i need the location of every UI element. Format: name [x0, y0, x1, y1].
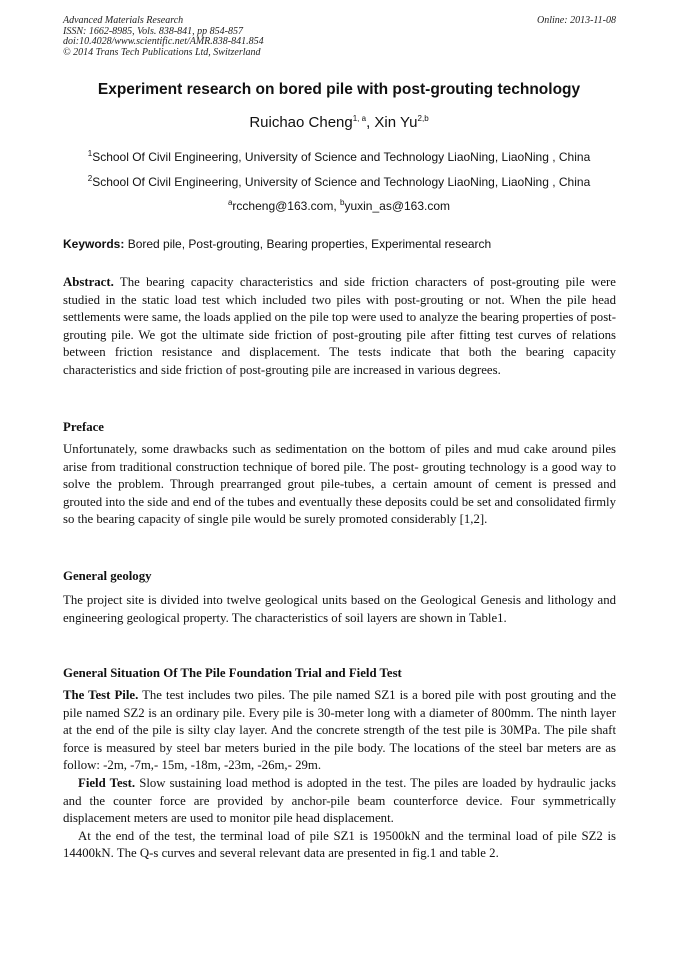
paper-title: Experiment research on bored pile with post-grouting technology	[97, 81, 581, 98]
abstract-text: The bearing capacity characteristics and side friction characters of post-grouting pile were studied in the static load test which included two piles with post-grouting or not. When the pile head settlements were same, the loads applied on the pile top were used to analyze the bearing properties of post-grouting pile. We got the ultimate side friction of post-grouting pile after fitting test curves of relations between friction resistance and displacement. The tests indicate that both the bearing capacity characteristics and side friction of post-grouting pile are increased in various degrees.	[63, 275, 616, 377]
author-line	[0, 114, 678, 131]
author-1-sup: 1, a	[352, 114, 367, 123]
affiliation-1-sup: 1	[87, 149, 93, 158]
email-b-sup: b	[340, 198, 345, 207]
email-a[interactable]: rccheng@163.com,	[232, 199, 337, 213]
keywords-label: Keywords:	[63, 237, 125, 251]
affiliation-2-sup: 2	[87, 174, 93, 183]
journal-header	[63, 16, 616, 58]
keywords	[63, 237, 616, 251]
field-test-text: Slow sustaining load method is adopted in the test. The piles are loaded by hydraulic jacks and the counter force are provided by anchor-pile beam counterforce device. Four symmetrically displacement meters are used to monitor pile head displacement.	[63, 775, 616, 826]
journal-name: Advanced Materials Research	[63, 15, 184, 26]
author-1: Ruichao Cheng	[249, 114, 353, 131]
abstract	[63, 274, 616, 380]
field-test-paragraph	[63, 775, 616, 828]
geology-paragraph: The project site is divided into twelve geological units based on the Geological Genesis and lithology and engineering geological property. The characteristics of soil layers are shown in Table1.	[63, 593, 616, 625]
test-pile-label: The Test Pile.	[63, 688, 139, 702]
affiliation-2	[0, 175, 678, 189]
author-2: Xin Yu	[374, 114, 418, 131]
affiliation-1-text: School Of Civil Engineering, University of Science and Technology LiaoNing, LiaoNing , China	[92, 150, 591, 164]
email-line	[0, 199, 678, 213]
keywords-text: Bored pile, Post-grouting, Bearing properties, Experimental research	[124, 237, 492, 251]
email-b[interactable]: yuxin_as@163.com	[344, 199, 451, 213]
author-separator: ,	[366, 114, 375, 131]
affiliation-2-text: School Of Civil Engineering, University of Science and Technology LiaoNing, LiaoNing , China	[92, 175, 591, 189]
issn-line: ISSN: 1662-8985, Vols. 838-841, pp 854-857	[63, 25, 243, 37]
author-2-sup: 2,b	[417, 114, 429, 123]
abstract-label: Abstract.	[63, 275, 114, 289]
geology-heading: General geology	[63, 569, 152, 583]
field-test-label: Field Test.	[78, 775, 136, 790]
preface-paragraph: Unfortunately, some drawbacks such as sedimentation on the bottom of piles and mud cake around piles arise from traditional construction technique of bored pile. The post- grouting technology is a good way to solve the problem. Through prearranged grout pile-tubes, a certain amount of cement is pressed and grouted into the side and end of the tubes and eventually these deposits could be set and consolidated firmly so the bearing capacity of single pile would be surely promoted considerably [1,2].	[63, 442, 616, 527]
online-date: Online: 2013-11-08	[537, 15, 616, 26]
copyright-line: © 2014 Trans Tech Publications Ltd, Switzerland	[63, 46, 261, 58]
test-pile-paragraph	[63, 687, 616, 775]
situation-heading: General Situation Of The Pile Foundation Trial and Field Test	[63, 666, 402, 680]
final-paragraph: At the end of the test, the terminal load of pile SZ1 is 19500kN and the terminal load of pile SZ2 is 14400kN. The Q-s curves and several relevant data are presented in fig.1 and table 2.	[63, 828, 616, 861]
doi-line: doi:10.4028/www.scientific.net/AMR.838-841.854	[63, 36, 264, 47]
preface-heading: Preface	[63, 420, 104, 434]
test-pile-text: The test includes two piles. The pile named SZ1 is a bored pile with post grouting and the pile named SZ2 is an ordinary pile. Every pile is 30-meter long with a diameter of 800mm. The ninth layer at the end of the pile is silty clay layer. And the concrete strength of the test pile is 30MPa. The pile shaft force is measured by steel bar meters buried in the pile body. The locations of the steel bar meters are as follow: -2m, -7m,- 15m, -18m, -23m, -26m,- 29m.	[63, 688, 617, 773]
email-a-sup: a	[227, 198, 233, 207]
affiliation-1	[0, 150, 678, 164]
situation-body	[63, 687, 616, 863]
